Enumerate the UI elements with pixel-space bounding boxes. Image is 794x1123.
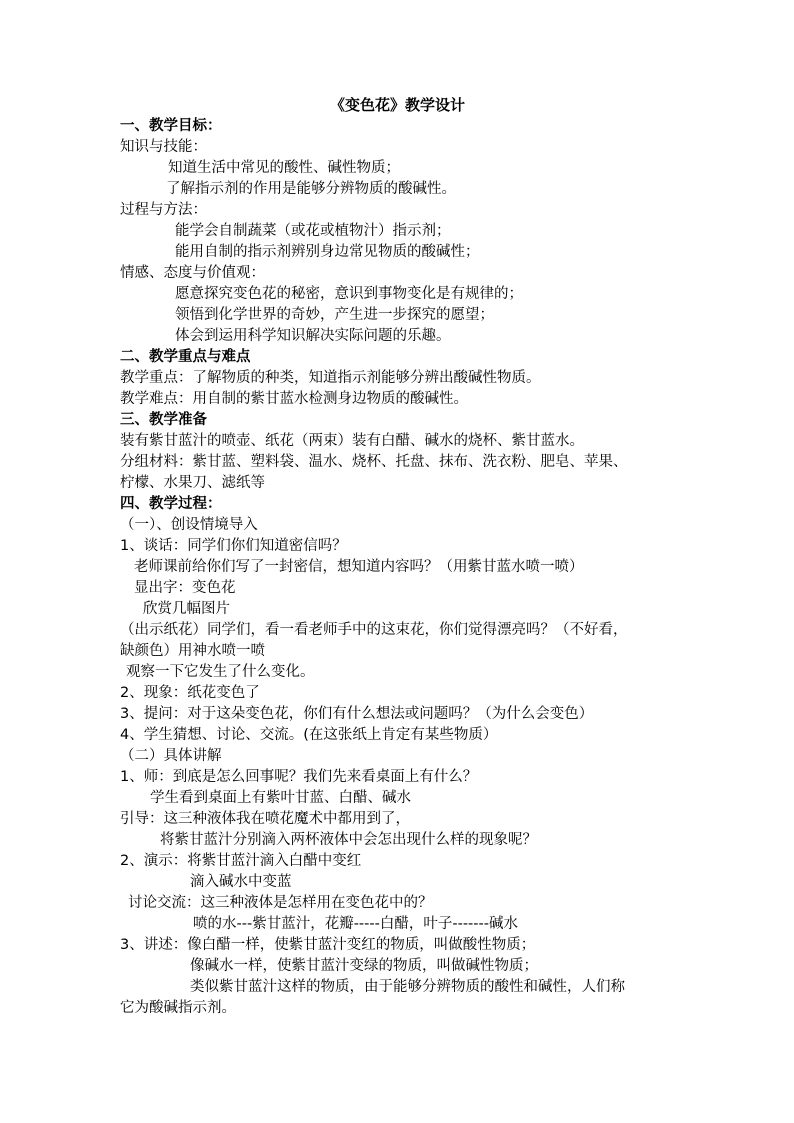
process-line: 类似紫甘蓝汁这样的物质，由于能够分辨物质的酸性和碱性，人们称 (190, 979, 625, 995)
process-line: （二）具体讲解 (120, 748, 222, 764)
section-1-heading: 一、教学目标： (120, 118, 222, 134)
process-line: 3、提问：对于这朵变色花，你们有什么想法或问题吗？（为什么会变色） (120, 706, 594, 722)
emotion-item: 体会到运用科学知识解决实际问题的乐趣。 (175, 328, 451, 344)
knowledge-item: 了解指示剂的作用是能够分辨物质的酸碱性。 (166, 181, 456, 197)
process-line: （一）、创设情境导入 (120, 517, 258, 533)
preparation-line: 柠檬、水果刀、滤纸等 (120, 475, 265, 491)
section-4-heading: 四、教学过程： (120, 496, 222, 512)
process-line: （出示纸花）同学们，看一看老师手中的这束花，你们觉得漂亮吗？（不好看， (120, 622, 628, 638)
process-line: 1、师：到底是怎么回事呢？我们先来看桌面上有什么？ (120, 769, 478, 785)
process-line: 老师课前给你们写了一封密信，想知道内容吗？（用紫甘蓝水喷一喷） (134, 559, 584, 575)
process-line: 学生看到桌面上有紫叶甘蓝、白醋、碱水 (150, 790, 411, 806)
knowledge-label: 知识与技能： (120, 139, 207, 155)
process-line: 欣赏几幅图片 (143, 601, 230, 617)
process-line: 滴入碱水中变蓝 (190, 874, 292, 890)
process-line: 2、演示：将紫甘蓝汁滴入白醋中变红 (120, 853, 362, 869)
section-3-heading: 三、教学准备 (120, 412, 207, 428)
document-title: 《变色花》教学设计 (330, 96, 466, 114)
process-line: 3、讲述：像白醋一样，使紫甘蓝汁变红的物质，叫做酸性物质； (120, 937, 536, 953)
emotion-item: 领悟到化学世界的奇妙，产生进一步探究的愿望； (175, 307, 494, 323)
process-line: 喷的水---紫甘蓝汁，花瓣-----白醋，叶子-------碱水 (193, 916, 518, 932)
process-line: 它为酸碱指示剂。 (120, 1000, 236, 1016)
section-2-heading: 二、教学重点与难点 (120, 349, 251, 365)
process-line: 观察一下它发生了什么变化。 (126, 664, 315, 680)
knowledge-item: 知道生活中常见的酸性、碱性物质； (168, 160, 400, 176)
process-line: 将紫甘蓝汁分别滴入两杯液体中会怎出现什么样的现象呢？ (160, 832, 537, 848)
preparation-line: 装有紫甘蓝汁的喷壶、纸花（两束）装有白醋、碱水的烧杯、紫甘蓝水。 (120, 433, 584, 449)
difficulty: 教学难点：用自制的紫甘蓝水检测身边物质的酸碱性。 (120, 391, 468, 407)
process-line: 讨论交流：这三种液体是怎样用在变色花中的？ (128, 895, 433, 911)
process-line: 显出字：变色花 (134, 580, 236, 596)
process-item: 能用自制的指示剂辨别身边常见物质的酸碱性； (175, 244, 480, 260)
process-line: 1、谈话：同学们你们知道密信吗？ (120, 538, 347, 554)
preparation-line: 分组材料：紫甘蓝、塑料袋、温水、烧杯、托盘、抹布、洗衣粉、肥皂、苹果、 (120, 454, 628, 470)
key-point: 教学重点：了解物质的种类，知道指示剂能够分辨出酸碱性物质。 (120, 370, 541, 386)
process-line: 缺颜色）用神水喷一喷 (120, 643, 265, 659)
process-line: 像碱水一样，使紫甘蓝汁变绿的物质，叫做碱性物质； (190, 958, 538, 974)
process-label: 过程与方法： (120, 202, 207, 218)
process-line: 2、现象：纸花变色了 (120, 685, 260, 701)
process-line: 引导：这三种液体我在喷花魔术中都用到了， (120, 811, 410, 827)
emotion-item: 愿意探究变色花的秘密，意识到事物变化是有规律的； (175, 286, 523, 302)
emotion-label: 情感、态度与价值观： (120, 265, 265, 281)
process-line: 4、学生猜想、讨论、交流。(在这张纸上肯定有某些物质） (120, 727, 498, 743)
process-item: 能学会自制蔬菜（或花或植物汁）指示剂； (175, 223, 451, 239)
